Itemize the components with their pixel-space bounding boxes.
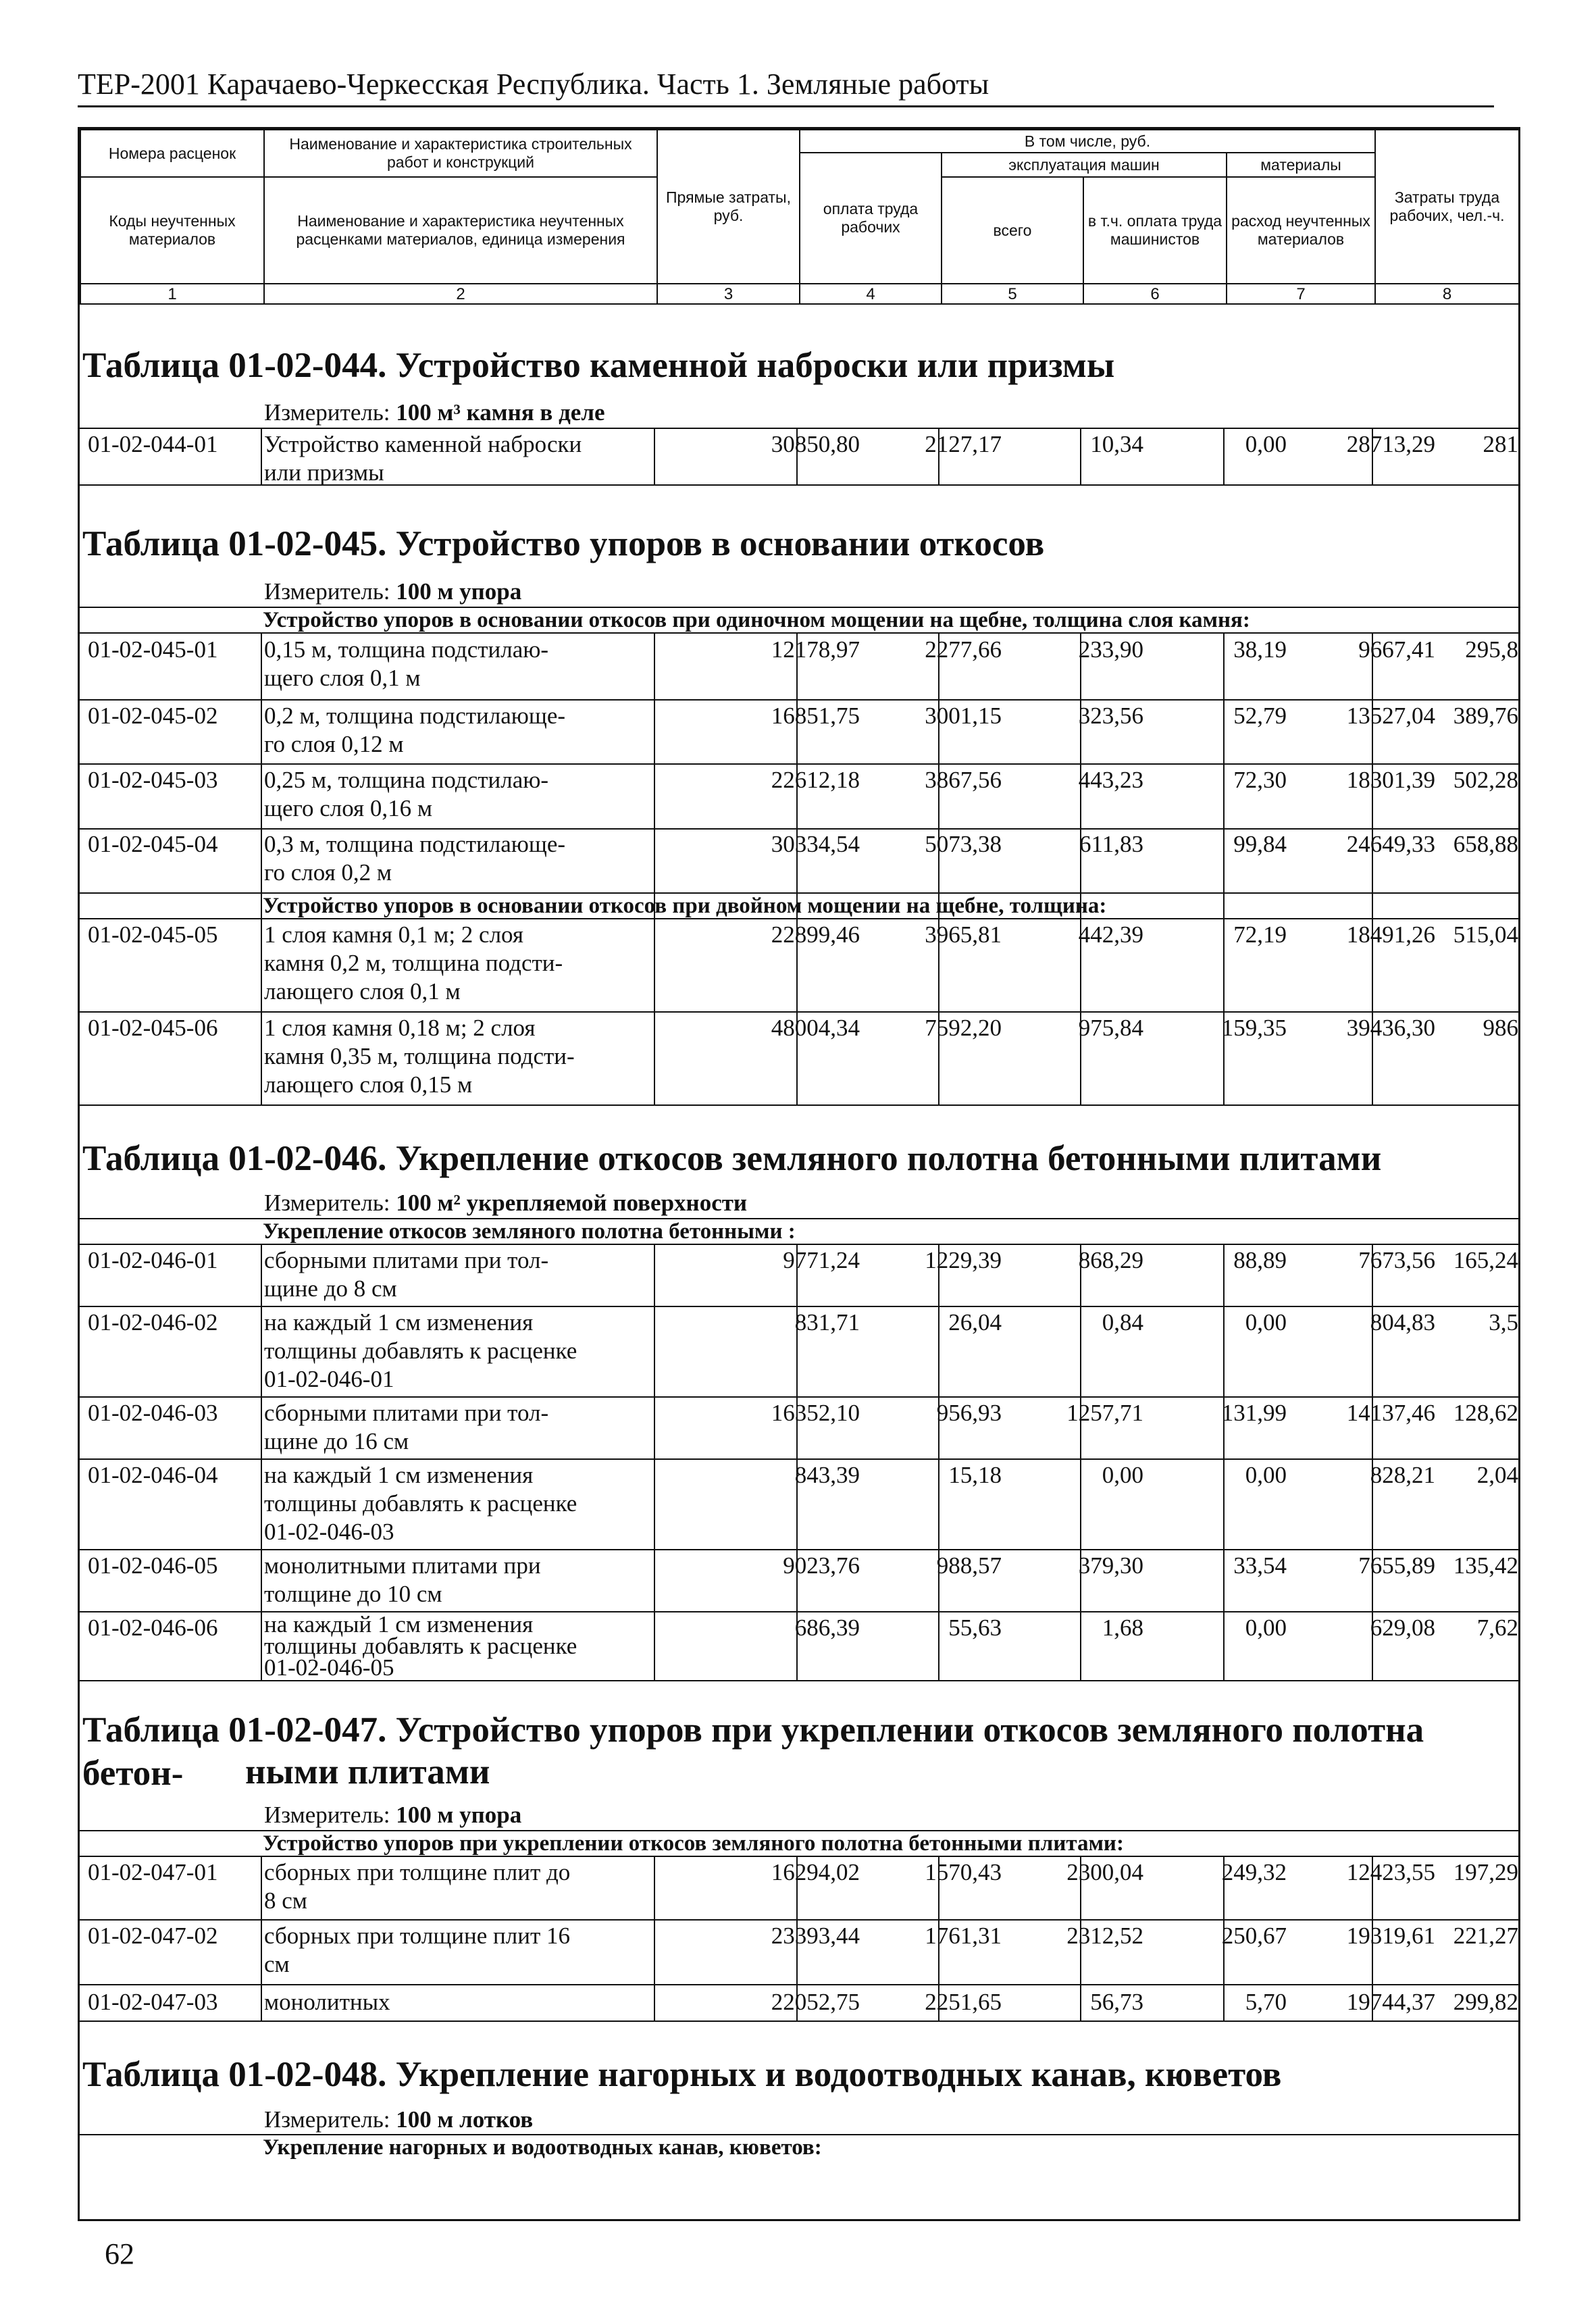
column-number: 5 bbox=[942, 284, 1083, 304]
operator-wages: 33,54 bbox=[1233, 1552, 1287, 1579]
operator-wages: 52,79 bbox=[1233, 703, 1287, 729]
worker-wages: 1570,43 bbox=[925, 1859, 1002, 1885]
header-direct-costs: Прямые затраты, руб. bbox=[657, 130, 800, 284]
worker-wages: 2251,65 bbox=[925, 1989, 1002, 2015]
section-measure: Измеритель: 100 м упора bbox=[264, 1802, 522, 1828]
material-consumption: 804,83 bbox=[1370, 1309, 1435, 1336]
rate-code: 01-02-045-03 bbox=[88, 767, 218, 793]
material-consumption: 18301,39 bbox=[1346, 767, 1435, 793]
operator-wages: 0,00 bbox=[1245, 1309, 1287, 1336]
machines-total: 975,84 bbox=[1078, 1015, 1143, 1041]
direct-costs: 686,39 bbox=[794, 1615, 860, 1641]
worker-wages: 2277,66 bbox=[925, 636, 1002, 663]
rate-code: 01-02-046-03 bbox=[88, 1400, 218, 1426]
operator-wages: 99,84 bbox=[1233, 831, 1287, 857]
labor-hours: 2,04 bbox=[1476, 1462, 1518, 1488]
rate-name: монолитными плитами при толщине до 10 см bbox=[264, 1552, 541, 1607]
column-number: 3 bbox=[657, 284, 800, 304]
operator-wages: 88,89 bbox=[1233, 1247, 1287, 1273]
direct-costs: 9023,76 bbox=[783, 1552, 860, 1579]
operator-wages: 249,32 bbox=[1221, 1859, 1287, 1885]
direct-costs: 22612,18 bbox=[771, 767, 860, 793]
rate-name: сборных при толщине плит 16 см bbox=[264, 1923, 570, 1977]
subsection-header: Укрепление нагорных и водоотводных канав, кюветов: bbox=[263, 2135, 822, 2160]
subsection-header: Устройство упоров при укреплении откосов земляного полотна бетонными плитами: bbox=[263, 1831, 1124, 1856]
worker-wages: 7592,20 bbox=[925, 1015, 1002, 1041]
operator-wages: 0,00 bbox=[1245, 1462, 1287, 1488]
header-including-rub: В том числе, руб. bbox=[800, 130, 1375, 153]
header-work-name: Наименование и характеристика строительных работ и конструкций bbox=[264, 130, 657, 177]
subsection-header: Укрепление откосов земляного полотна бетонными : bbox=[263, 1219, 796, 1244]
header-material-consumption: расход неучтенных материалов bbox=[1227, 177, 1375, 284]
worker-wages: 5073,38 bbox=[925, 831, 1002, 857]
machines-total: 1257,71 bbox=[1066, 1400, 1143, 1426]
labor-hours: 7,62 bbox=[1476, 1615, 1518, 1641]
machines-total: 233,90 bbox=[1078, 636, 1143, 663]
column-number: 2 bbox=[264, 284, 657, 304]
direct-costs: 48004,34 bbox=[771, 1015, 860, 1041]
operator-wages: 250,67 bbox=[1221, 1923, 1287, 1949]
worker-wages: 2127,17 bbox=[925, 431, 1002, 457]
material-consumption: 629,08 bbox=[1370, 1615, 1435, 1641]
direct-costs: 30334,54 bbox=[771, 831, 860, 857]
header-machine-operation: эксплуатация машин bbox=[942, 153, 1227, 177]
header-machines-total: всего bbox=[942, 177, 1083, 284]
direct-costs: 30850,80 bbox=[771, 431, 860, 457]
rate-name: сборными плитами при тол- щине до 16 см bbox=[264, 1400, 549, 1454]
price-table-frame bbox=[78, 127, 1520, 2221]
machines-total: 56,73 bbox=[1090, 1989, 1143, 2015]
rate-code: 01-02-046-02 bbox=[88, 1309, 218, 1336]
machines-total: 10,34 bbox=[1090, 431, 1143, 457]
rate-name: 0,25 м, толщина подстилаю- щего слоя 0,16 м bbox=[264, 767, 549, 821]
rate-code: 01-02-045-04 bbox=[88, 831, 218, 857]
header-material-codes: Коды неучтенных материалов bbox=[80, 177, 264, 284]
material-consumption: 18491,26 bbox=[1346, 921, 1435, 948]
labor-hours: 658,88 bbox=[1453, 831, 1518, 857]
operator-wages: 131,99 bbox=[1221, 1400, 1287, 1426]
operator-wages: 0,00 bbox=[1245, 431, 1287, 457]
section-title: Таблица 01-02-045. Устройство упоров в основании откосов bbox=[82, 524, 1045, 563]
rate-code: 01-02-047-03 bbox=[88, 1989, 218, 2015]
worker-wages: 55,63 bbox=[948, 1615, 1002, 1641]
rate-code: 01-02-046-01 bbox=[88, 1247, 218, 1273]
rate-code: 01-02-044-01 bbox=[88, 431, 218, 457]
subsection-header: Устройство упоров в основании откосов при двойном мощении на щебне, толщина: bbox=[263, 894, 1107, 918]
labor-hours: 389,76 bbox=[1453, 703, 1518, 729]
rate-name: 0,3 м, толщина подстилающе- го слоя 0,2 м bbox=[264, 831, 566, 886]
rate-code: 01-02-046-06 bbox=[88, 1615, 218, 1641]
labor-hours: 986 bbox=[1483, 1015, 1518, 1041]
section-title-continued: ными плитами bbox=[245, 1752, 490, 1791]
rate-name: 1 слоя камня 0,1 м; 2 слоя камня 0,2 м, толщина подсти- лающего слоя 0,1 м bbox=[264, 921, 563, 1005]
direct-costs: 831,71 bbox=[794, 1309, 860, 1336]
rate-name: на каждый 1 см изменения толщины добавлять к расценке 01-02-046-05 bbox=[264, 1611, 577, 1681]
material-consumption: 28713,29 bbox=[1346, 431, 1435, 457]
material-consumption: 14137,46 bbox=[1346, 1400, 1435, 1426]
rate-name: сборных при толщине плит до 8 см bbox=[264, 1859, 571, 1914]
direct-costs: 16352,10 bbox=[771, 1400, 860, 1426]
machines-total: 2300,04 bbox=[1066, 1859, 1143, 1885]
direct-costs: 23393,44 bbox=[771, 1923, 860, 1949]
labor-hours: 221,27 bbox=[1453, 1923, 1518, 1949]
rate-name: 0,2 м, толщина подстилающе- го слоя 0,12 м bbox=[264, 703, 566, 757]
labor-hours: 515,04 bbox=[1453, 921, 1518, 948]
labor-hours: 295,8 bbox=[1465, 636, 1518, 663]
operator-wages: 38,19 bbox=[1233, 636, 1287, 663]
column-number: 7 bbox=[1227, 284, 1375, 304]
material-consumption: 39436,30 bbox=[1346, 1015, 1435, 1041]
machines-total: 1,68 bbox=[1102, 1615, 1143, 1641]
rate-name: монолитных bbox=[264, 1989, 390, 2015]
worker-wages: 3867,56 bbox=[925, 767, 1002, 793]
operator-wages: 5,70 bbox=[1245, 1989, 1287, 2015]
worker-wages: 1229,39 bbox=[925, 1247, 1002, 1273]
rate-code: 01-02-046-05 bbox=[88, 1552, 218, 1579]
section-measure: Измеритель: 100 м² укрепляемой поверхности bbox=[264, 1190, 748, 1216]
header-rate-numbers: Номера расценок bbox=[80, 130, 264, 177]
column-number: 6 bbox=[1083, 284, 1227, 304]
rate-code: 01-02-045-06 bbox=[88, 1015, 218, 1041]
material-consumption: 7655,89 bbox=[1358, 1552, 1435, 1579]
material-consumption: 9667,41 bbox=[1358, 636, 1435, 663]
worker-wages: 3965,81 bbox=[925, 921, 1002, 948]
direct-costs: 843,39 bbox=[794, 1462, 860, 1488]
rate-name: на каждый 1 см изменения толщины добавлять к расценке 01-02-046-01 bbox=[264, 1309, 577, 1392]
labor-hours: 3,5 bbox=[1489, 1309, 1518, 1336]
material-consumption: 19744,37 bbox=[1346, 1989, 1435, 2015]
direct-costs: 12178,97 bbox=[771, 636, 860, 663]
section-title: Таблица 01-02-047. Устройство упоров при укреплении откосов земляного полотна бетон- bbox=[82, 1710, 1424, 1793]
page-number: 62 bbox=[105, 2237, 134, 2270]
labor-hours: 128,62 bbox=[1453, 1400, 1518, 1426]
operator-wages: 0,00 bbox=[1245, 1615, 1287, 1641]
direct-costs: 22899,46 bbox=[771, 921, 860, 948]
worker-wages: 15,18 bbox=[948, 1462, 1002, 1488]
rate-code: 01-02-046-04 bbox=[88, 1462, 218, 1488]
labor-hours: 299,82 bbox=[1453, 1989, 1518, 2015]
labor-hours: 135,42 bbox=[1453, 1552, 1518, 1579]
section-measure: Измеритель: 100 м лотков bbox=[264, 2106, 534, 2133]
rate-name: 0,15 м, толщина подстилаю- щего слоя 0,1 м bbox=[264, 636, 549, 691]
section-title: Таблица 01-02-048. Укрепление нагорных и водоотводных канав, кюветов bbox=[82, 2055, 1282, 2094]
section-measure: Измеритель: 100 м упора bbox=[264, 578, 522, 605]
section-title: Таблица 01-02-046. Укрепление откосов земляного полотна бетонными плитами bbox=[82, 1139, 1382, 1178]
operator-wages: 72,30 bbox=[1233, 767, 1287, 793]
column-number: 1 bbox=[80, 284, 264, 304]
worker-wages: 988,57 bbox=[936, 1552, 1002, 1579]
operator-wages: 72,19 bbox=[1233, 921, 1287, 948]
worker-wages: 3001,15 bbox=[925, 703, 1002, 729]
machines-total: 443,23 bbox=[1078, 767, 1143, 793]
labor-hours: 197,29 bbox=[1453, 1859, 1518, 1885]
machines-total: 868,29 bbox=[1078, 1247, 1143, 1273]
section-measure: Измеритель: 100 м³ камня в деле bbox=[264, 399, 605, 426]
material-consumption: 13527,04 bbox=[1346, 703, 1435, 729]
rate-name: 1 слоя камня 0,18 м; 2 слоя камня 0,35 м, толщина подсти- лающего слоя 0,15 м bbox=[264, 1015, 575, 1098]
rate-code: 01-02-045-02 bbox=[88, 703, 218, 729]
labor-hours: 281 bbox=[1483, 431, 1518, 457]
machines-total: 442,39 bbox=[1078, 921, 1143, 948]
column-number: 8 bbox=[1375, 284, 1519, 304]
rate-code: 01-02-047-02 bbox=[88, 1923, 218, 1949]
material-consumption: 12423,55 bbox=[1346, 1859, 1435, 1885]
worker-wages: 956,93 bbox=[936, 1400, 1002, 1426]
column-number: 4 bbox=[800, 284, 942, 304]
material-consumption: 828,21 bbox=[1370, 1462, 1435, 1488]
direct-costs: 22052,75 bbox=[771, 1989, 860, 2015]
rate-name: сборными плитами при тол- щине до 8 см bbox=[264, 1247, 549, 1302]
subsection-header: Устройство упоров в основании откосов при одиночном мощении на щебне, толщина слоя камня: bbox=[263, 608, 1250, 632]
section-title: Таблица 01-02-044. Устройство каменной наброски или призмы bbox=[82, 346, 1115, 385]
material-consumption: 24649,33 bbox=[1346, 831, 1435, 857]
material-consumption: 7673,56 bbox=[1358, 1247, 1435, 1273]
machines-total: 379,30 bbox=[1078, 1552, 1143, 1579]
rate-code: 01-02-045-01 bbox=[88, 636, 218, 663]
page-header: ТЕР-2001 Карачаево-Черкесская Республика. Часть 1. Земляные работы bbox=[78, 66, 1494, 107]
direct-costs: 16851,75 bbox=[771, 703, 860, 729]
labor-hours: 502,28 bbox=[1453, 767, 1518, 793]
labor-hours: 165,24 bbox=[1453, 1247, 1518, 1273]
header-material-names: Наименование и характеристика неучтенных расценками материалов, единица измерения bbox=[264, 177, 657, 284]
machines-total: 611,83 bbox=[1079, 831, 1143, 857]
rate-code: 01-02-045-05 bbox=[88, 921, 218, 948]
rate-name: Устройство каменной наброски или призмы bbox=[264, 431, 582, 486]
worker-wages: 1761,31 bbox=[925, 1923, 1002, 1949]
header-labor-hours: Затраты труда рабочих, чел.-ч. bbox=[1375, 130, 1519, 284]
operator-wages: 159,35 bbox=[1221, 1015, 1287, 1041]
material-consumption: 19319,61 bbox=[1346, 1923, 1435, 1949]
column-header-table bbox=[80, 129, 1520, 305]
header-worker-wages: оплата труда рабочих bbox=[800, 153, 942, 284]
worker-wages: 26,04 bbox=[948, 1309, 1002, 1336]
machines-total: 0,84 bbox=[1102, 1309, 1143, 1336]
rate-code: 01-02-047-01 bbox=[88, 1859, 218, 1885]
machines-total: 2312,52 bbox=[1066, 1923, 1143, 1949]
machines-total: 0,00 bbox=[1102, 1462, 1143, 1488]
direct-costs: 9771,24 bbox=[783, 1247, 860, 1273]
direct-costs: 16294,02 bbox=[771, 1859, 860, 1885]
rate-name: на каждый 1 см изменения толщины добавлять к расценке 01-02-046-03 bbox=[264, 1462, 577, 1545]
machines-total: 323,56 bbox=[1078, 703, 1143, 729]
header-operator-wages: в т.ч. оплата труда машинистов bbox=[1083, 177, 1227, 284]
header-materials-group: материалы bbox=[1227, 153, 1375, 177]
